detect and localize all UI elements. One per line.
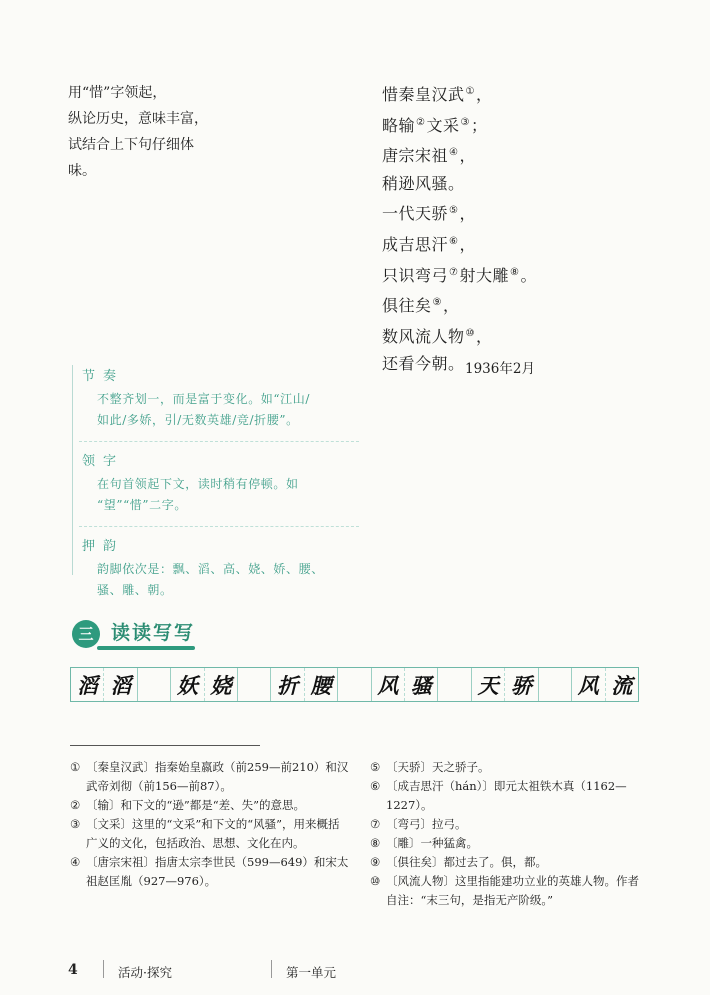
divider — [79, 526, 359, 527]
tip-body-line: 不整齐划一，而是富于变化。如“江山/ — [97, 392, 310, 406]
footnote: ⑨ 〔俱往矣〕都过去了。俱，都。 — [370, 855, 547, 869]
tip-title: 领字 — [82, 454, 125, 469]
footnote: ④ 〔唐宗宋祖〕指唐太宗李世民（599—649）和宋太祖赵匡胤（927—976）。 — [70, 855, 349, 888]
poem-line: 成吉思汗⑥， — [382, 234, 476, 254]
poem-line: 唐宗宋祖④， — [382, 146, 476, 166]
tip-rhythm — [73, 365, 363, 431]
poem-line: 惜秦皇汉武①， — [382, 85, 493, 104]
section-number-badge: 三 — [72, 620, 100, 648]
grid-cell: 天 — [472, 668, 505, 701]
grid-cell-blank — [338, 668, 371, 701]
tip-title: 节奏 — [82, 369, 125, 384]
footnote: ① 〔秦皇汉武〕指秦始皇嬴政（前259—前210）和汉武帝刘彻（前156—前87）。 — [70, 760, 349, 793]
footnotes-right — [370, 758, 650, 910]
margin-note-line: 试结合上下句仔细体 — [68, 137, 194, 153]
margin-note — [68, 80, 228, 184]
page-number: 4 — [68, 962, 78, 978]
poem-line: 只识弯弓⑦射大雕⑧。 — [382, 265, 537, 285]
section-title: 读读写写 — [111, 622, 196, 644]
grid-cell: 滔 — [104, 668, 137, 701]
grid-cell-blank — [138, 668, 171, 701]
grid-cell: 风 — [372, 668, 405, 701]
footnote: ⑦ 〔弯弓〕拉弓。 — [370, 817, 467, 831]
footnote: ⑤ 〔天骄〕天之骄子。 — [370, 760, 490, 774]
tip-leading-word — [73, 450, 363, 516]
grid-cell: 腰 — [305, 668, 338, 701]
tip-body-line: 在句首领起下文，读时稍有停顿。如 — [97, 477, 299, 491]
footer-separator — [271, 960, 272, 978]
tip-body-line: 骚、雕、朝。 — [97, 583, 173, 597]
tip-rhyme — [73, 535, 363, 601]
poem-line: 还看今朝。 — [382, 354, 465, 374]
grid-cell-blank — [539, 668, 572, 701]
footnote: ⑩ 〔风流人物〕这里指能建功立业的英雄人物。作者自注：“末三句，是指无产阶级。” — [370, 874, 639, 907]
poem-line: 一代天骄⑤， — [382, 204, 476, 224]
tip-body-line: “望”“惜”二字。 — [97, 498, 187, 512]
grid-cell: 骚 — [405, 668, 438, 701]
tip-body-line: 如此/多娇，引/无数英雄/竞/折腰”。 — [97, 413, 299, 427]
footnote: ⑧ 〔雕〕一种猛禽。 — [370, 836, 478, 850]
footnote: ③ 〔文采〕这里的“文采”和下文的“风骚”，用来概括广义的文化，包括政治、思想、文化在内。 — [70, 817, 340, 850]
poem-line: 稍逊风骚。 — [382, 173, 465, 193]
margin-note-line: 用“惜”字领起， — [68, 85, 167, 101]
grid-cell: 娆 — [205, 668, 238, 701]
poem-date: 1936年2月 — [465, 361, 535, 377]
divider — [79, 441, 359, 442]
tip-body-line: 韵脚依次是：飘、滔、高、娆、娇、腰、 — [97, 562, 324, 576]
footer-section-label: 活动·探究 — [118, 965, 172, 980]
poem-line: 略输②文采③； — [382, 115, 488, 135]
footnotes-left — [70, 758, 350, 891]
grid-cell: 妖 — [171, 668, 204, 701]
grid-cell: 骄 — [505, 668, 538, 701]
grid-cell: 流 — [611, 672, 633, 698]
grid-cell-blank — [438, 668, 471, 701]
margin-note-line: 纵论历史，意味丰富， — [68, 111, 208, 127]
grid-cell: 折 — [271, 668, 304, 701]
footer-separator — [103, 960, 104, 978]
margin-note-line: 味。 — [68, 163, 96, 179]
grid-cell-blank — [238, 668, 271, 701]
footnote-rule — [70, 745, 260, 746]
footnote: ② 〔输〕和下文的“逊”都是“差、失”的意思。 — [70, 798, 306, 812]
tip-title: 押韵 — [82, 539, 125, 554]
poem-line: 数风流人物⑩， — [382, 326, 493, 346]
section-underline — [97, 646, 195, 650]
reading-tips — [72, 365, 363, 597]
grid-cell: 滔 — [71, 668, 104, 701]
footnote: ⑥ 〔成吉思汗（hán）〕即元太祖铁木真（1162—1227）。 — [370, 779, 627, 812]
poem-line: 俱往矣⑨， — [382, 296, 460, 316]
grid-cell: 风 — [572, 668, 605, 701]
footer-unit-label: 第一单元 — [286, 965, 337, 980]
poem — [382, 78, 537, 378]
writing-grid — [70, 667, 639, 702]
